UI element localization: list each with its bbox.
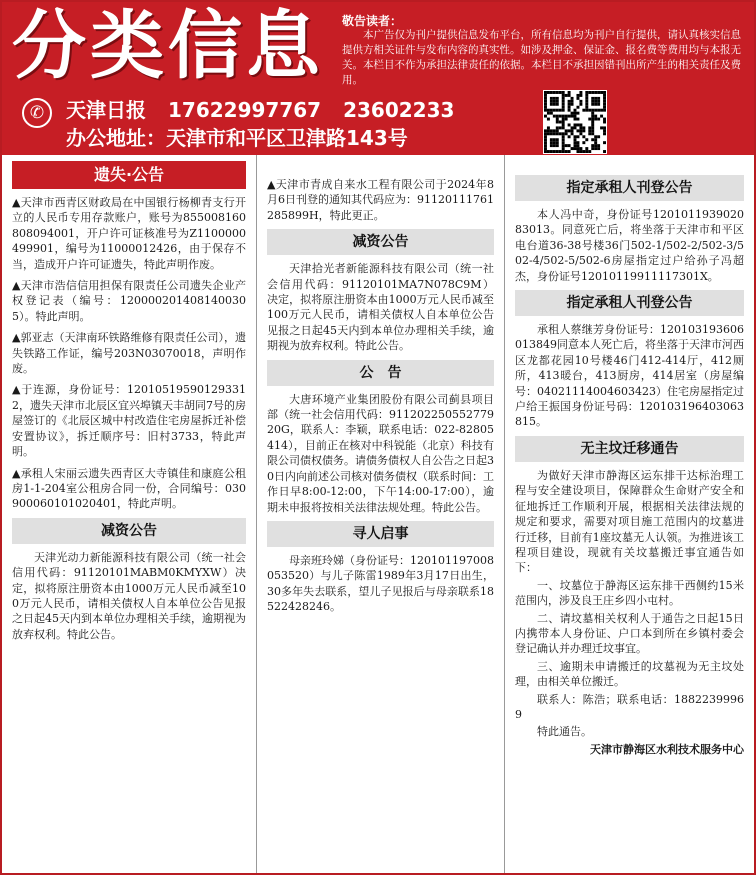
notice-body: 本广告仅为刊户提供信息发布平台，所有信息均为刊户自行提供，请认真核实信息提供方相关证件与发布内容的真实性。如涉及押金、保证金、报名费等费用均与本报无关。本栏目不作为承担法律责任的依据。本栏目不承担因错刊出所产生的相关责任及费用。 [342, 29, 741, 86]
contact-phone-line [66, 96, 476, 124]
section-heading-tenant: 指定承租人刊登公告 [515, 175, 744, 201]
notice-item: ▲郭亚志（天津南环铁路维修有限责任公司），遗失铁路工作证，编号203N03070018，声明作废。 [12, 331, 246, 376]
section-heading-tenant: 指定承租人刊登公告 [515, 290, 744, 316]
notice-item: 本人冯中奇，身份证号120101193902083013。同意死亡后，将坐落于天津市和平区电台道36-38号楼36门502-1/502-2/502-3/502-4/502-5/502-6房屋指定过户给孙子冯超杰，身份证号120101199111173​01X。 [515, 208, 744, 283]
notice-item: 母亲班玲娣（身份证号：120101197008053520）与儿子陈雷1989年3月17日出生，30多年失去联系，望儿子见报后与母亲联系18522428246。 [267, 553, 494, 614]
section-heading-capital-reduction: 减资公告 [12, 518, 246, 544]
notice-item: ▲天津市浩信信用担保有限责任公司遗失企业产权登记表（编号：120000201408140030​5）。特此声明。 [12, 279, 246, 323]
notice-item: 特此通告。 [537, 725, 592, 739]
office-address: 办公地址：天津市和平区卫津路143号 [66, 126, 408, 150]
notice-item: ▲于连源，身份证号：120105195901293312，遗失天津市北辰区宜兴埠镇天丰胡同7号的房屋签订的《北辰区城中村改造住宅房屋拆迁补偿安置协议》，拆迁顺序号：旧村3733，特此声明。 [12, 383, 246, 459]
phone-number-1: 17622997767 [168, 98, 322, 122]
notice-item: 天津拾光者新能源科技有限公司（统一社会信用代码：91120101MA7N078C9M）决定，拟将原注册资本由1000万元人民币减至100万元人民币，请相关债权人自本单位公告见报之日起45天内到本单位办理相关手续，逾期视为放弃权利。特此公告。 [267, 262, 494, 353]
phone-icon: ✆ [22, 98, 52, 128]
paper-name: 天津日报 [66, 98, 146, 122]
section-heading-announcement: 公 告 [267, 360, 494, 386]
notice-item: 为做好天津市静海区运东排干达标治理工程与安全建设项目，保障群众生命财产安全和征地拆迁工作顺利开展，根据相关法律法规的规定和要求，需要对项目施工范围内的坟墓进行迁移，目前有1座坟墓无人认领。为推进该工程项目建设，现就有关坟墓搬迁事宜通告如下： [515, 468, 744, 575]
notice-item: 二、请坟墓相关权利人于通告之日起15日内携带本人身份证、户口本到所在乡镇村委会登记确认并办理迁坟事宜。 [515, 611, 744, 656]
section-heading-lost: 遗失·公告 [12, 161, 246, 189]
column-right [505, 155, 754, 873]
notice-item: ▲天津市青成自来水工程有限公司于2024年8月6日刊登的通知其代码应为：91120111761285899H，特此更正。 [267, 178, 494, 222]
notice-item: 大唐环境产业集团股份有限公司蓟县项目部（统一社会信用代码：91120225055277920G，联系人：李颖，联系电话：022-82805414），目前正在核对中科锐能（北京）科技有限公司债权债务。请债务债权人自公告之日起30日内向前述公司核对债务债权（联系时间：工作日早8:00-12:00，下午14:00-17:00），逾期未申报将按相关法律法规处理。特此公告。 [267, 392, 494, 514]
notice-item: 三、逾期未申请搬迁的坟墓视为无主坟处理，由相关单位搬迁。 [515, 659, 744, 689]
phone-number-2: 23602233 [343, 98, 455, 122]
page-title: 分类信息 [12, 3, 324, 89]
column-left [2, 155, 257, 873]
notice-item: 天津光动力新能源科技有限公司（统一社会信用代码：91120101MABM0KMYXW）决定，拟将原注册资本由1000万元人民币减至100万元人民币，请相关债权人自本单位公告见报之日起45天内到本单位办理相关手续，逾期视为放弃权利。特此公告。 [12, 550, 246, 641]
notice-item: ▲天津市西青区财政局在中国银行杨柳青支行开立的人民币专用存款账户，账号为855008160808094001，开户许可证核准号为Z1100000499901，编号为11000012426，由于保存不当，造成开户许可证遗失，特此声明作废。 [12, 196, 246, 271]
notice-item: ▲承租人宋丽云遗失西青区大寺镇佳和康庭公租房1-1-204室公租房合同一份，合同编号：030900060101020401，特此声明。 [12, 466, 246, 511]
qr-code-icon [543, 90, 607, 154]
section-heading-missing-person: 寻人启事 [267, 521, 494, 547]
notice-item: 一、坟墓位于静海区运东排干西侧约15米范围内，涉及良王庄乡四小屯村。 [515, 578, 744, 608]
notice-heading: 敬告读者： [342, 14, 403, 28]
column-middle [257, 155, 505, 873]
notice-item: 联系人：陈浩；联系电话：18822399969 [515, 692, 744, 721]
section-heading-grave-relocation: 无主坟迁移通告 [515, 436, 744, 462]
notice-item: 承租人蔡继芳身份证号：120103193606013849同意本人死亡后，将坐落于天津市河西区龙都花园10号楼46门412-414厅，412厕所，413暖台，413厨房，414居室（房屋编号：04021114004603423）住宅房屋指定过户给王振国身份证号码：120103196403063815。 [515, 323, 744, 429]
signature: 天津市静海区水利技术服务中心 [590, 742, 744, 756]
masthead [2, 2, 754, 155]
section-heading-capital-reduction: 减资公告 [267, 229, 494, 255]
